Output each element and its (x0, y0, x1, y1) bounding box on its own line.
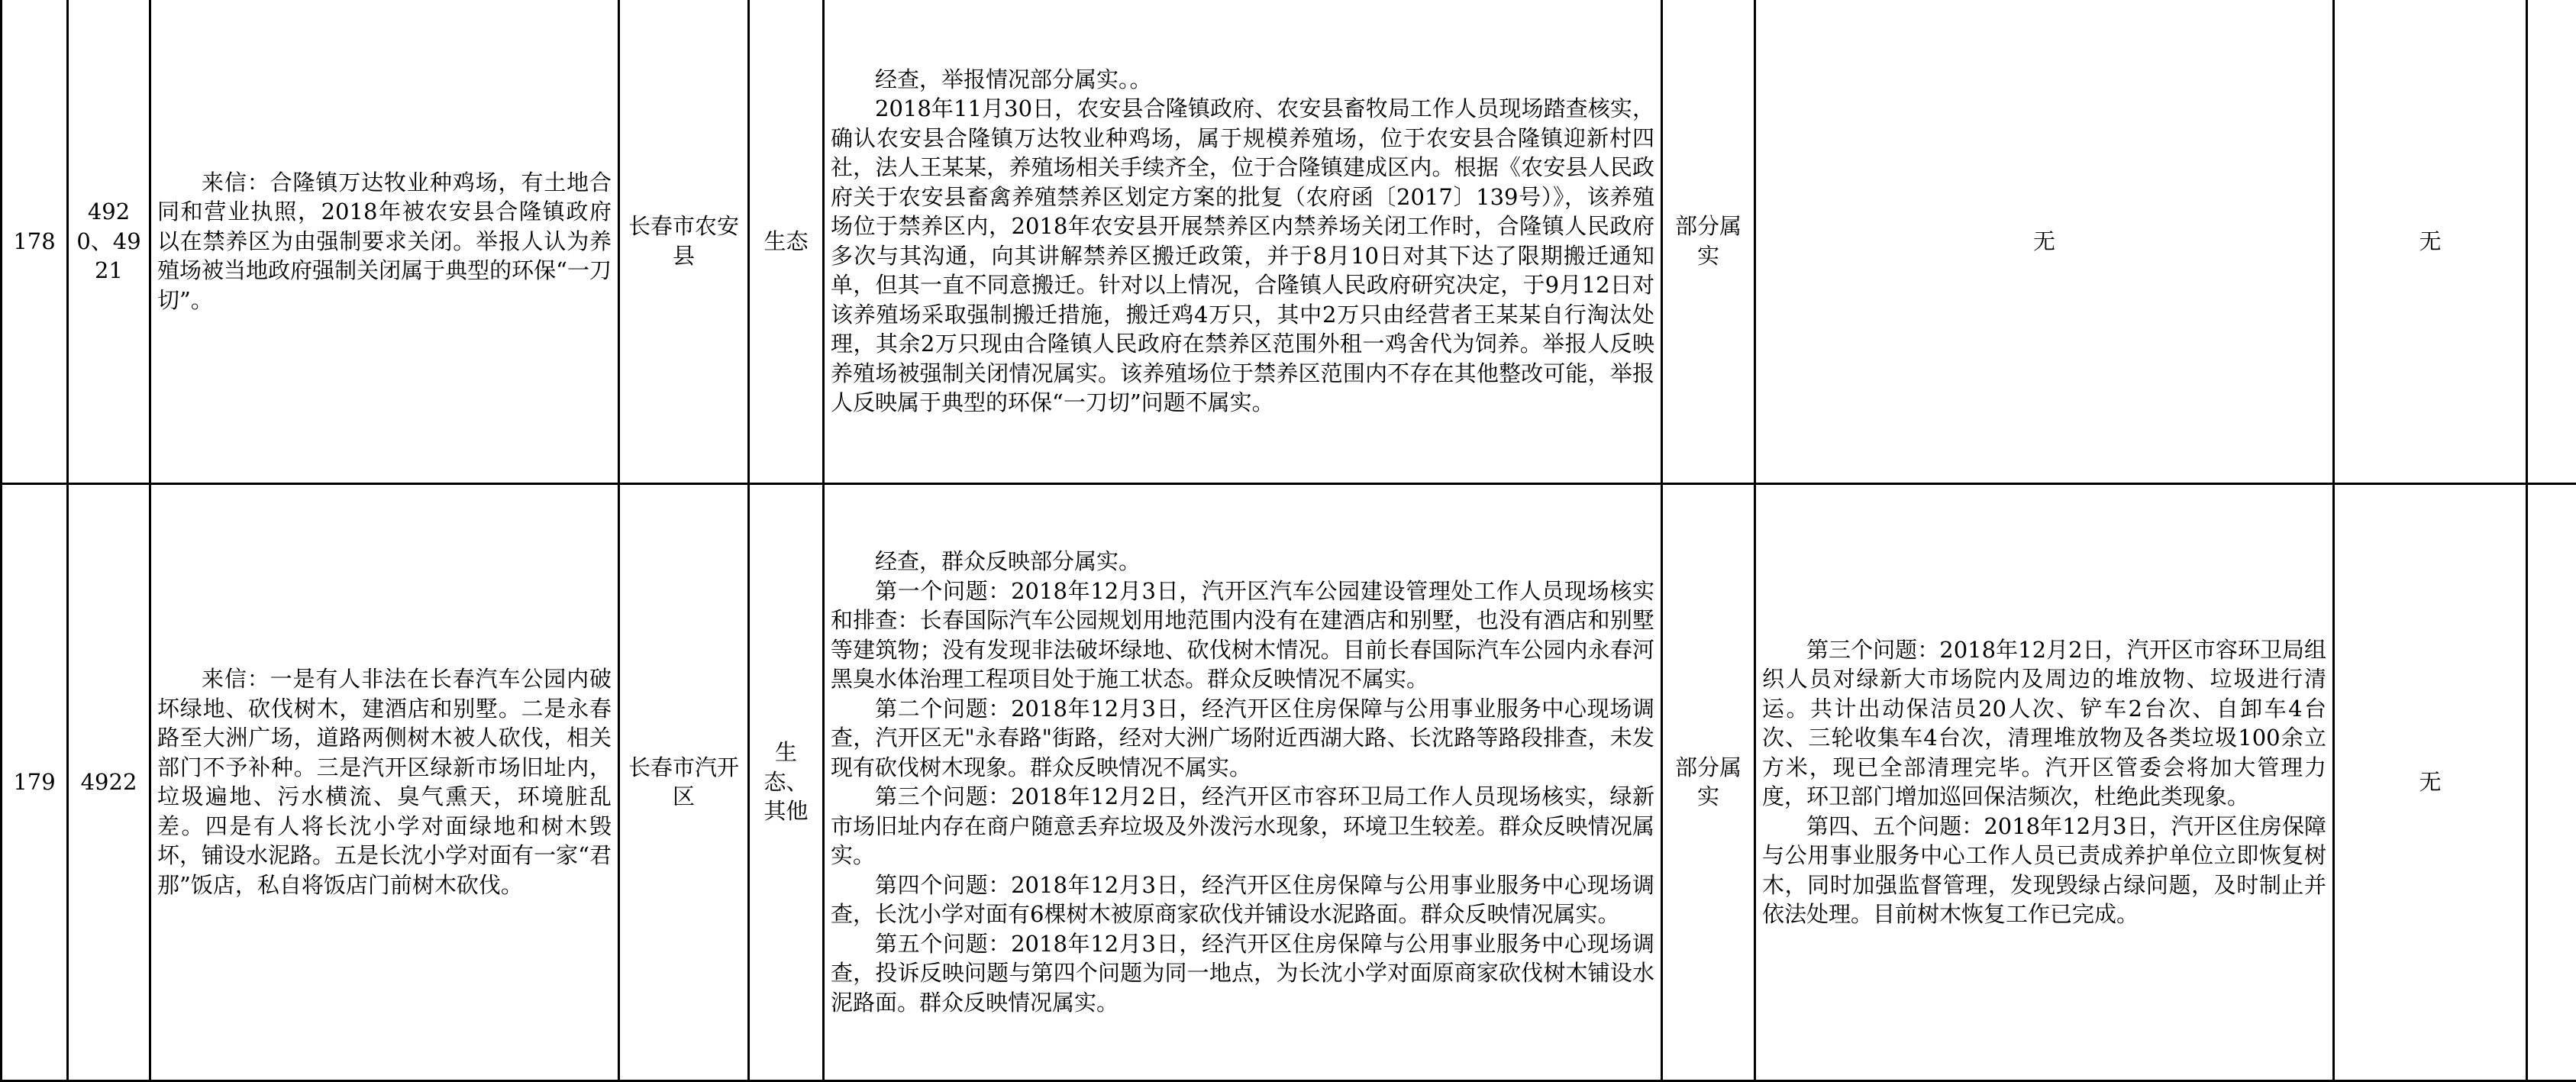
findings-paragraph: 第二个问题：2018年12月3日，经汽开区住房保障与公用事业服务中心现场调查，汽开区无"永春路"街路，经对大洲广场附近西湖大路、长沈路等路段排查，未发现有砍伐树木现象。群众反映情况不属实。 (831, 694, 1654, 783)
verdict-cell: 部分属实 (1662, 483, 1755, 1080)
findings-paragraph: 2018年11月30日，农安县合隆镇政府、农安县畜牧局工作人员现场踏查核实，确认农安县合隆镇万达牧业种鸡场，属于规模养殖场，位于农安县合隆镇迎新村四社，法人王某某，养殖场相关手续齐全，位于合隆镇建成区内。根据《农安县人民政府关于农安县畜禽养殖禁养区划定方案的批复（农府函〔2017〕139号）》，该养殖场位于禁养区内，2018年农安县开展禁养区内禁养场关闭工作时，合隆镇人民政府多次与其沟通，向其讲解禁养区搬迁政策，并于8月10日对其下达了限期搬迁通知单，但其一直不同意搬迁。针对以上情况，合隆镇人民政府研究决定，于9月12日对该养殖场采取强制搬迁措施，搬迁鸡4万只，其中2万只由经营者王某某自行淘汰处理，其余2万只现由合隆镇人民政府在禁养区范围外租一鸡舍代为饲养。举报人反映养殖场被强制关闭情况属实。该养殖场位于禁养区范围内不存在其他整改可能，举报人反映属于典型的环保“一刀切”问题不属实。 (831, 94, 1654, 418)
accountability-cell: 无 (2334, 483, 2527, 1080)
region-cell: 长春市农安县 (619, 0, 749, 483)
findings-cell (824, 483, 1662, 1080)
complaint-text: 来信：合隆镇万达牧业种鸡场，有土地合同和营业执照，2018年被农安县合隆镇政府以在禁养区为由强制要求关闭。举报人认为养殖场被当地政府强制关闭属于典型的环保“一刀切”。 (157, 168, 612, 315)
complaint-cell (150, 483, 619, 1080)
accountability-cell: 无 (2334, 0, 2527, 483)
remark-cell (2527, 0, 2576, 483)
findings-paragraph: 经查，举报情况部分属实。。 (831, 65, 1654, 95)
findings-paragraph: 第一个问题：2018年12月3日，汽开区汽车公园建设管理处工作人员现场核实和排查：长春国际汽车公园规划用地范围内没有在建酒店和别墅，也没有酒店和别墅等建筑物；没有发现非法破坏绿地、砍伐树木情况。目前长春国际汽车公园内永春河黑臭水体治理工程项目处于施工状态。群众反映情况不属实。 (831, 577, 1654, 694)
category-cell: 生态 (749, 0, 824, 483)
case-id: 4922 (68, 483, 150, 1080)
table-row (2, 483, 2576, 1080)
rectification-paragraph: 第四、五个问题：2018年12月3日，汽开区住房保障与公用事业服务中心工作人员已责成养护单位立即恢复树木，同时加强监督管理，发现毁绿占绿问题，及时制止并依法处理。目前树木恢复工作已完成。 (1762, 812, 2326, 929)
rectification-cell: 无 (1755, 0, 2334, 483)
row-number: 179 (2, 483, 68, 1080)
complaint-text: 来信：一是有人非法在长春汽车公园内破坏绿地、砍伐树木，建酒店和别墅。二是永春路至大洲广场，道路两侧树木被人砍伐，相关部门不予补种。三是汽开区绿新市场旧址内，垃圾遍地、污水横流、臭气熏天，环境脏乱差。四是有人将长沈小学对面绿地和树木毁坏，铺设水泥路。五是长沈小学对面有一家“君那”饭店，私自将饭店门前树木砍伐。 (157, 664, 612, 900)
case-id: 4920、4921 (68, 0, 150, 483)
rectification-paragraph: 第三个问题：2018年12月2日，汽开区市容环卫局组织人员对绿新大市场院内及周边的堆放物、垃圾进行清运。共计出动保洁员20人次、铲车2台次、自卸车4台次、三轮收集车4台次，清理堆放物及各类垃圾100余立方米，现已全部清理完毕。汽开区管委会将加大管理力度，环卫部门增加巡回保洁频次，杜绝此类现象。 (1762, 635, 2326, 812)
complaint-cell (150, 0, 619, 483)
category-cell: 生态、其他 (749, 483, 824, 1080)
verdict-cell: 部分属实 (1662, 0, 1755, 483)
row-number: 178 (2, 0, 68, 483)
remark-cell (2527, 483, 2576, 1080)
findings-paragraph: 第三个问题：2018年12月2日，经汽开区市容环卫局工作人员现场核实，绿新市场旧址内存在商户随意丢弃垃圾及外泼污水现象，环境卫生较差。群众反映情况属实。 (831, 782, 1654, 870)
findings-paragraph: 第五个问题：2018年12月3日，经汽开区住房保障与公用事业服务中心现场调查，投诉反映问题与第四个问题为同一地点，为长沈小学对面原商家砍伐树木铺设水泥路面。群众反映情况属实。 (831, 929, 1654, 1018)
findings-paragraph: 经查，群众反映部分属实。 (831, 547, 1654, 577)
findings-cell (824, 0, 1662, 483)
rectification-cell (1755, 483, 2334, 1080)
findings-paragraph: 第四个问题：2018年12月3日，经汽开区住房保障与公用事业服务中心现场调查，长沈小学对面有6棵树木被原商家砍伐并铺设水泥路面。群众反映情况属实。 (831, 870, 1654, 929)
region-cell: 长春市汽开区 (619, 483, 749, 1080)
table-row (2, 0, 2576, 483)
